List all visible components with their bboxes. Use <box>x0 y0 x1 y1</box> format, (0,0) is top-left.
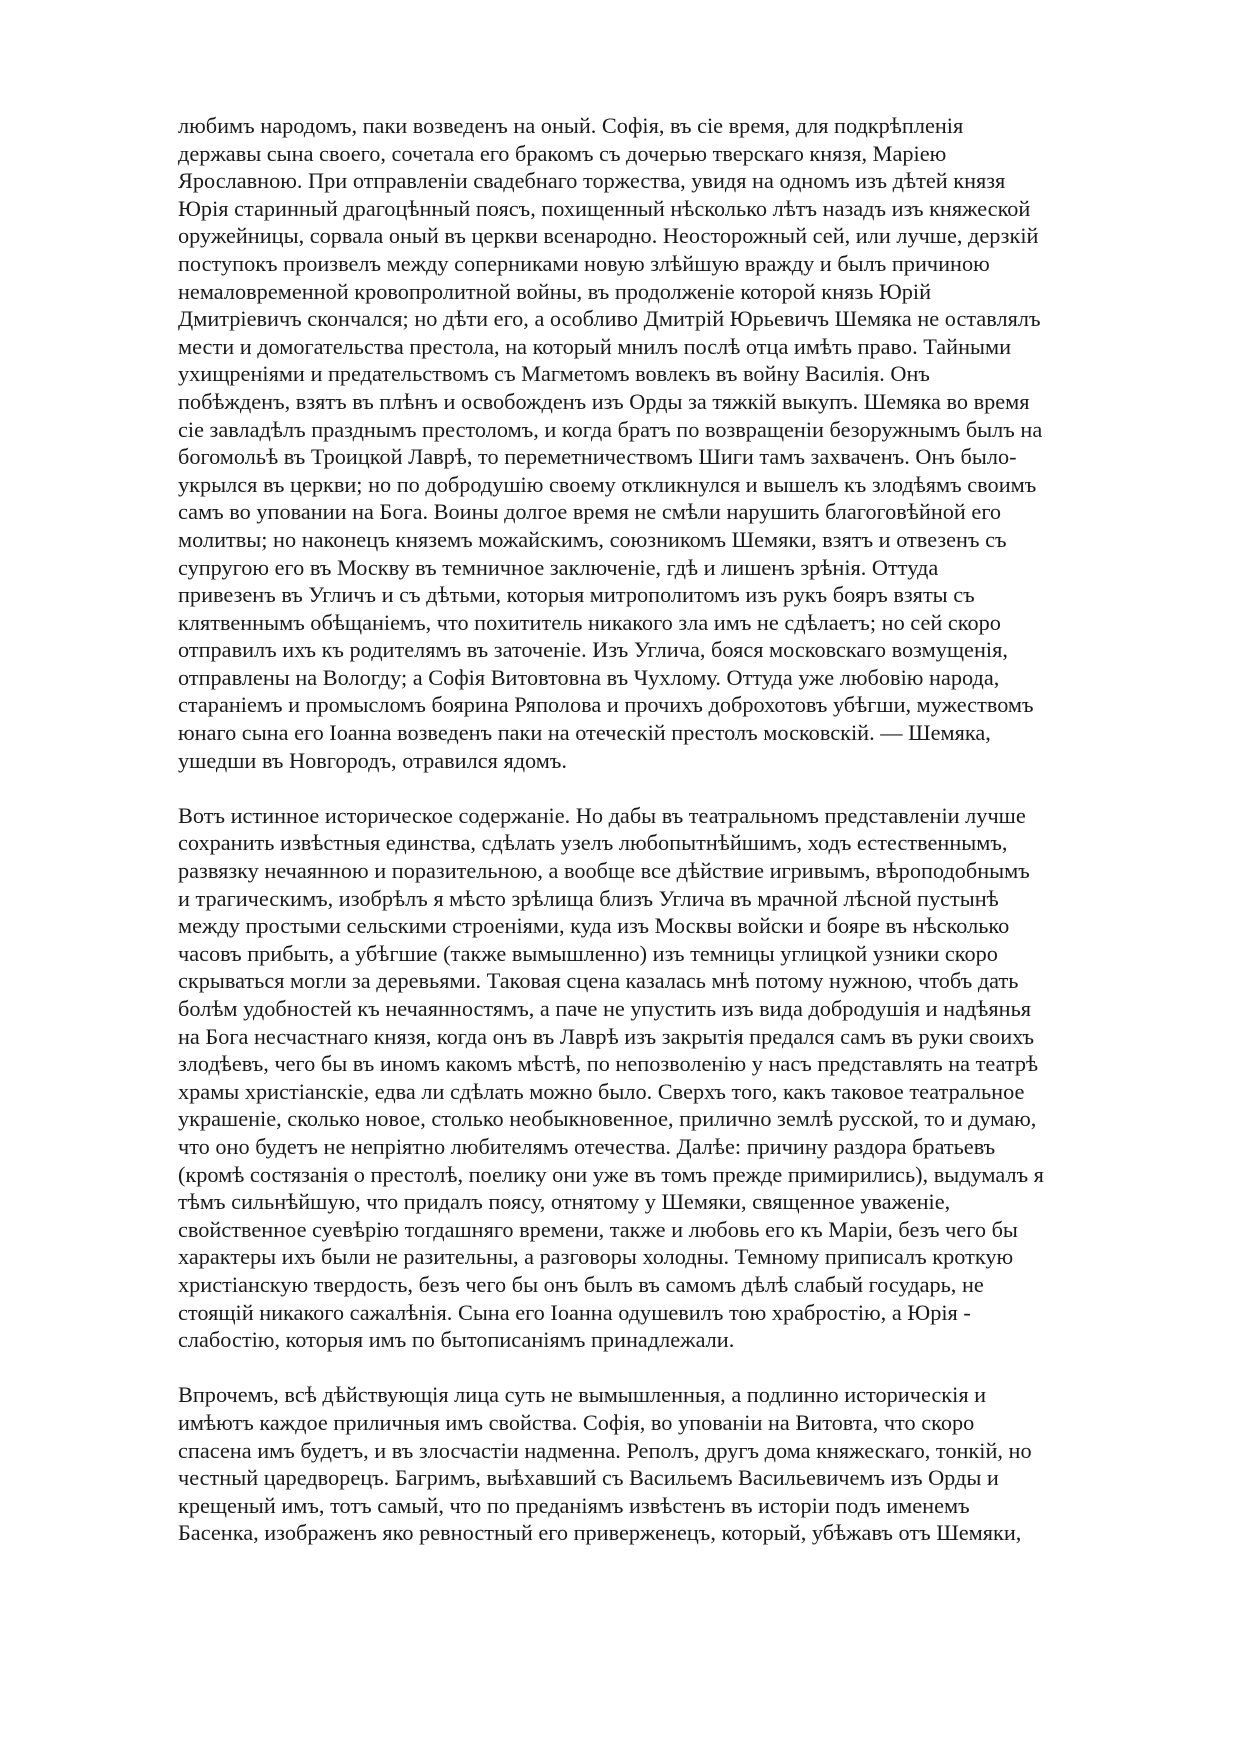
text-line: развязку нечаянною и поразительною, а вообще все дѣйствие игривымъ, вѣроподобнымъ <box>178 858 1030 884</box>
text-line: храмы христіанскіе, едва ли сдѣлать можно было. Сверхъ того, какъ таковое театральное <box>178 1078 1025 1104</box>
paragraph-2 <box>178 802 1108 1354</box>
text-line: отправлены на Вологду; а Софія Витовтовна въ Чухлому. Оттуда уже любовію народа, <box>178 664 1000 690</box>
text-line: самъ во уповании на Бога. Воины долгое время не смѣли нарушить благоговѣйной его <box>178 499 1002 525</box>
text-line: и трагическимъ, изобрѣлъ я мѣсто зрѣлища близъ Углича въ мрачной лѣсной пустынѣ <box>178 885 999 911</box>
text-line: привезенъ въ Угличъ и съ дѣтьми, которыя митрополитомъ изъ рукъ бояръ взяты съ <box>178 582 975 608</box>
text-line: богомольѣ въ Троицкой Лаврѣ, то переметничествомъ Шиги тамъ захваченъ. Онъ было- <box>178 444 1017 470</box>
text-line: христіанскую твердость, безъ чего бы онъ былъ въ самомъ дѣлѣ слабый государь, не <box>178 1271 984 1297</box>
text-line: украшеніе, сколько новое, столько необыкновенное, прилично землѣ русской, то и думаю, <box>178 1106 1037 1132</box>
text-line: тѣмъ сильнѣйшую, что придалъ поясу, отнятому у Шемяки, священное уваженіе, <box>178 1189 951 1215</box>
text-line: злодѣевъ, чего бы въ иномъ какомъ мѣстѣ, по непозволенію у насъ представлять на театрѣ <box>178 1051 1039 1077</box>
text-line: юнаго сына его Іоанна возведенъ паки на отеческій престолъ московскій. — Шемяка, <box>178 720 991 746</box>
text-line: ушедши въ Новгородъ, отравился ядомъ. <box>178 747 567 773</box>
text-line: (кромѣ состязанія о престолѣ, поелику они уже въ томъ прежде примирились), выдумалъ я <box>178 1161 1044 1187</box>
text-line: державы сына своего, сочетала его бракомъ съ дочерью тверскаго князя, Маріею <box>178 140 947 166</box>
text-line: сохранить извѣстныя единства, сдѣлать узелъ любопытнѣйшимъ, ходъ естественнымъ, <box>178 830 1008 856</box>
text-line: клятвеннымъ обѣщаніемъ, что похититель никакого зла имъ не сдѣлаетъ; но сей скоро <box>178 609 1001 635</box>
text-line: супругою его въ Москву въ темничное заключеніе, гдѣ и лишенъ зрѣнія. Оттуда <box>178 554 939 580</box>
text-line: имѣютъ каждое приличныя имъ свойства. Софія, во упованіи на Витовта, что скоро <box>178 1409 975 1435</box>
text-line: поступокъ произвелъ между соперниками новую злѣйшую вражду и былъ причиною <box>178 250 990 276</box>
text-line: между простыми сельскими строеніями, куда изъ Москвы войски и бояре въ нѣсколько <box>178 913 1010 939</box>
text-line: мести и домогательства престола, на который мнилъ послѣ отца имѣть право. Тайными <box>178 333 1012 359</box>
text-line: спасена имъ будетъ, и въ злосчастіи надменна. Реполъ, другъ дома княжескаго, тонкій, но <box>178 1437 1032 1463</box>
text-line: отправилъ ихъ къ родителямъ въ заточеніе. Изъ Углича, бояся московскаго возмущенія, <box>178 637 1008 663</box>
text-line: болѣм удобностей къ нечаянностямъ, а паче не упустить изъ вида добродушія и надѣянья <box>178 996 1032 1021</box>
text-line: любимъ народомъ, паки возведенъ на оный. Софія, въ сіе время, для подкрѣпленія <box>178 113 964 138</box>
text-line: побѣжденъ, взятъ въ плѣнъ и освобожденъ изъ Орды за тяжкій выкупъ. Шемяка во время <box>178 388 1030 414</box>
paragraph-3 <box>178 1381 1108 1547</box>
text-line: на Бога несчастнаго князя, когда онъ въ Лаврѣ изъ закрытія предался самъ въ руки своихъ <box>178 1023 1035 1049</box>
text-line: стараніемъ и промысломъ боярина Ряполова и прочихъ доброхотовъ убѣгши, мужествомъ <box>178 692 1034 718</box>
text-line: свойственное суевѣрію тогдашняго времени, также и любовь его къ Маріи, безъ чего бы <box>178 1216 1018 1242</box>
text-line: Впрочемъ, всѣ дѣйствующія лица суть не вымышленныя, а подлинно историческія и <box>178 1382 987 1408</box>
text-line: стоящій никакого сажалѣнія. Сына его Іоанна одушевилъ тою храбростію, а Юрія - <box>178 1299 971 1325</box>
text-line: крещеный имъ, тотъ самый, что по преданіямъ извѣстенъ въ исторіи подъ именемъ <box>178 1492 970 1518</box>
text-line: часовъ прибыть, а убѣгшие (также вымышленно) изъ темницы углицкой узники скоро <box>178 940 998 966</box>
text-line: ухищреніями и предательствомъ съ Магметомъ вовлекъ въ войну Василія. Онъ <box>178 361 930 387</box>
text-line: сіе завладѣлъ празднымъ престоломъ, и когда братъ по возвращеніи безоружнымъ былъ на <box>178 416 1043 442</box>
text-line: оружейницы, сорвала оный въ церкви всенародно. Неосторожный сей, или лучше, дерзкій <box>178 223 1039 249</box>
text-line: скрываться могли за деревьями. Таковая сцена казалась мнѣ потому нужною, чтобъ дать <box>178 968 1019 994</box>
text-line: Басенка, изображенъ яко ревностный его приверженецъ, который, убѣжавъ отъ Шемяки, <box>178 1520 1022 1546</box>
text-line: Юрія старинный драгоцѣнный поясъ, похищенный нѣсколько лѣтъ назадъ изъ княжеской <box>178 195 1031 221</box>
paragraph-1 <box>178 112 1108 774</box>
text-line: слабостію, которыя имъ по бытописаніямъ принадлежали. <box>178 1327 735 1353</box>
text-line: укрылся въ церкви; но по добродушію своему откликнулся и вышелъ къ злодѣямъ своимъ <box>178 471 1037 497</box>
text-line: Ярославною. При отправленіи свадебнаго торжества, увидя на одномъ изъ дѣтей князя <box>178 168 1006 194</box>
body-text <box>178 112 1108 1547</box>
text-line: что оно будетъ не непріятно любителямъ отечества. Далѣе: причину раздора братьевъ <box>178 1133 996 1159</box>
text-line: честный царедворецъ. Багримъ, выѣхавший съ Васильемъ Васильевичемъ изъ Орды и <box>178 1465 999 1491</box>
text-line: Вотъ истинное историческое содержаніе. Но дабы въ театральномъ представленіи лучше <box>178 802 1026 828</box>
text-line: немаловременной кровопролитной войны, въ продолженіе которой князь Юрій <box>178 278 932 304</box>
text-line: молитвы; но наконецъ княземъ можайскимъ, союзникомъ Шемяки, взятъ и отвезенъ съ <box>178 526 1007 552</box>
text-line: характеры ихъ были не разительны, а разговоры холодны. Темному приписалъ кроткую <box>178 1244 1014 1270</box>
text-line: Дмитріевичъ скончался; но дѣти его, а особливо Дмитрій Юрьевичъ Шемяка не оставлялъ <box>178 306 1041 332</box>
